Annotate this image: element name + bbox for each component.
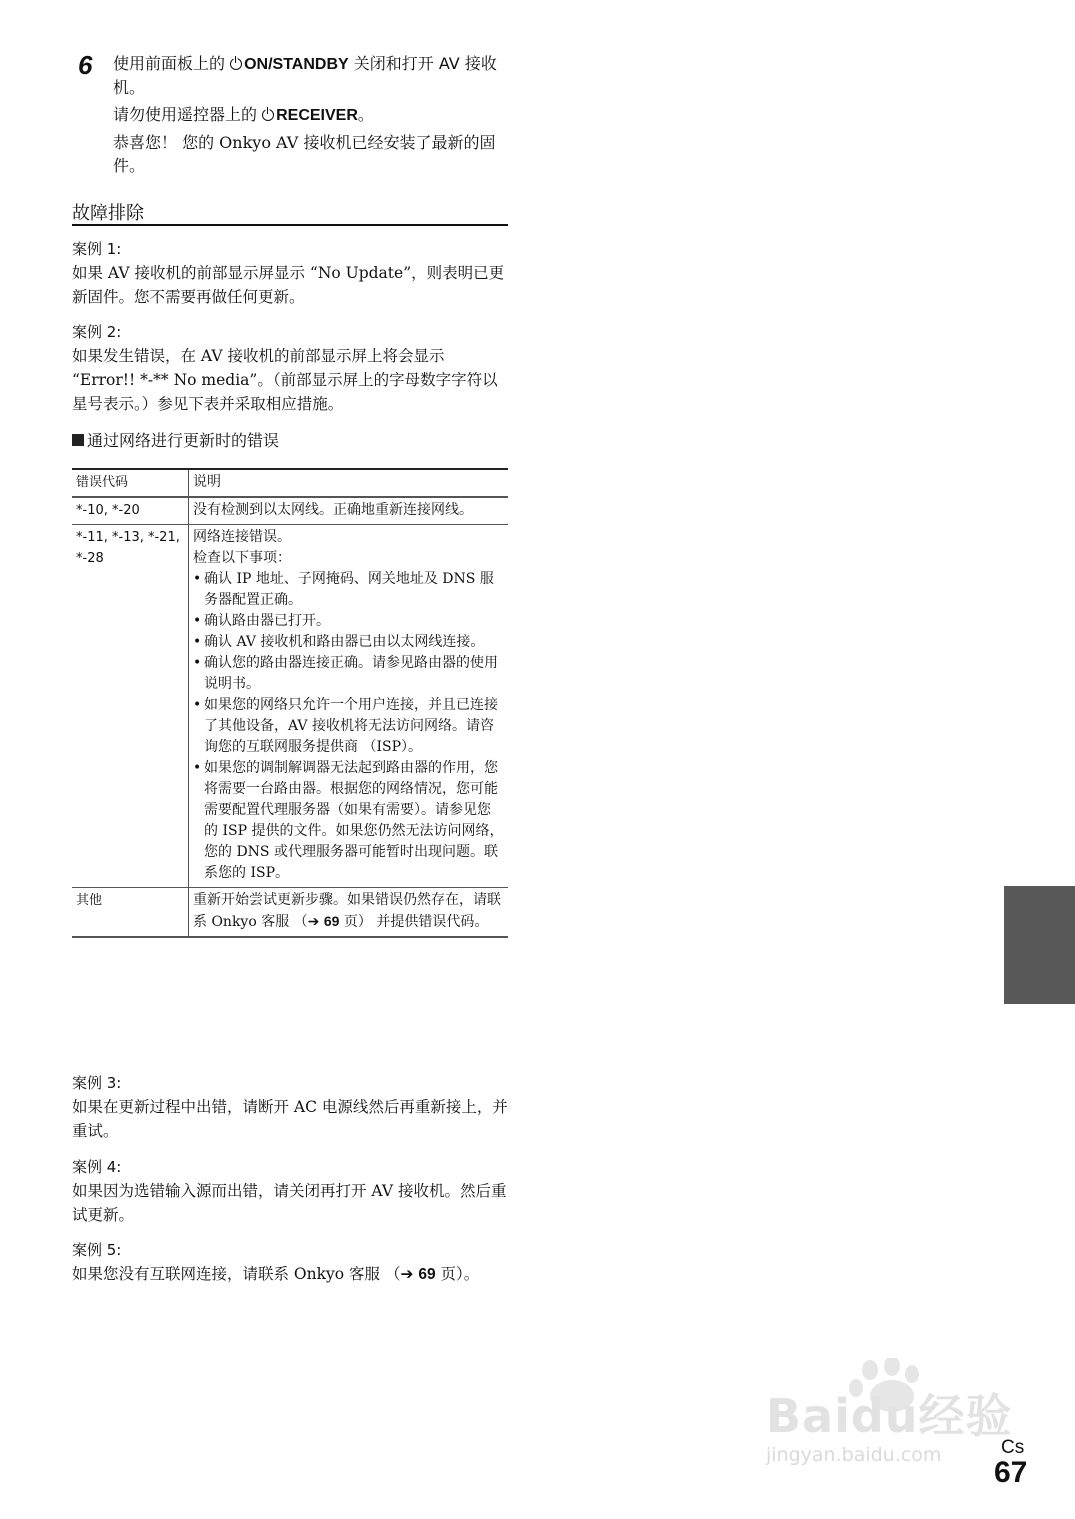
- case-5-label: 案例 5:: [72, 1241, 122, 1259]
- square-bullet-icon: [72, 434, 84, 446]
- case-5-text: [72, 1262, 512, 1287]
- step-6-line-2: [113, 103, 513, 127]
- table-header-code: 错误代码: [72, 469, 189, 497]
- error-desc-cell: [189, 525, 509, 888]
- case-2-text: 如果发生错误，在 AV 接收机的前部显示屏上将会显示 “Error!! *-** No media”。（前部显示屏上的字母数字字符以星号表示。）参见下表并采取相应措施。: [72, 347, 498, 413]
- network-errors-heading: [72, 428, 279, 451]
- step-6-line-2-prefix: 请勿使用遥控器上的: [113, 105, 263, 124]
- desc-suffix: 页） 并提供错误代码。: [339, 914, 489, 930]
- desc-check: 检查以下事项：: [193, 550, 291, 566]
- receiver-button-name: RECEIVER: [276, 107, 358, 124]
- case-4-label: 案例 4:: [72, 1158, 122, 1176]
- error-code-cell: *-10, *-20: [72, 497, 189, 525]
- case-2-label: 案例 2:: [72, 323, 122, 341]
- list-item: • 如果您的调制解调器无法起到路由器的作用，您将需要一台路由器。根据您的网络情况，您可能需要配置代理服务器（如果有需要）。请参见您的 ISP 提供的文件。如果您仍然无法访问网络，您的 DNS 或代理服务器可能暂时出现问题。联系您的 ISP。: [193, 758, 504, 884]
- case-5-text-prefix: 如果您没有互联网连接，请联系 Onkyo 客服 （➔: [72, 1265, 419, 1283]
- step-number: 6: [78, 50, 93, 80]
- case-3-label: 案例 3:: [72, 1074, 122, 1092]
- case-3-text: 如果在更新过程中出错，请断开 AC 电源线然后再重新接上，并重试。: [72, 1098, 508, 1140]
- language-code: Cs: [1001, 1437, 1025, 1458]
- watermark-text: Baidu经验: [766, 1389, 1013, 1443]
- error-desc-cell: [189, 888, 509, 938]
- watermark-url: jingyan.baidu.com: [766, 1444, 942, 1466]
- step-6-line-2-suffix: 。: [357, 105, 374, 124]
- error-desc-cell: 没有检测到以太网线。正确地重新连接网线。: [189, 497, 509, 525]
- list-item: • 确认路由器已打开。: [193, 611, 504, 632]
- section-rule: [72, 224, 508, 226]
- desc-prefix: 重新开始尝试更新步骤。如果错误仍然存在，请联系 Onkyo 客服 （➔: [193, 892, 501, 930]
- step-6-line-1-suffix: 关闭和打开 AV 接收机。: [113, 54, 497, 97]
- table-header-row: [72, 469, 508, 497]
- case-5-text-suffix: 页）。: [435, 1265, 480, 1283]
- table-row: [72, 888, 508, 938]
- error-code-cell: 其他: [72, 888, 189, 938]
- case-1-text: 如果 AV 接收机的前部显示屏显示 “No Update”，则表明已更新固件。您不需要再做任何更新。: [72, 264, 505, 306]
- page-number: 67: [994, 1456, 1028, 1489]
- page-ref: 69: [323, 913, 340, 929]
- list-item: • 如果您的网络只允许一个用户连接，并且已连接了其他设备，AV 接收机将无法访问网络。请咨询您的互联网服务提供商 （ISP）。: [193, 695, 504, 758]
- on-standby-button-name: ON/STANDBY: [244, 56, 349, 73]
- list-item: • 确认 AV 接收机和路由器已由以太网线连接。: [193, 632, 504, 653]
- list-item: • 确认 IP 地址、子网掩码、网关地址及 DNS 服务器配置正确。: [193, 569, 504, 611]
- list-item: • 确认您的路由器连接正确。请参见路由器的使用说明书。: [193, 653, 504, 695]
- step-6-line-1: [113, 52, 513, 99]
- power-icon: [262, 109, 274, 121]
- side-tab: [1004, 886, 1075, 1004]
- step-6-line-1-prefix: 使用前面板上的: [113, 54, 231, 73]
- step-6-body: [113, 52, 513, 181]
- table-row: [72, 497, 508, 525]
- desc-intro: 网络连接错误。: [193, 529, 291, 545]
- table-row: [72, 525, 508, 888]
- error-code-cell: *-11, *-13, *-21, *-28: [72, 525, 189, 888]
- table-header-desc: 说明: [189, 469, 509, 497]
- network-errors-heading-text: 通过网络进行更新时的错误: [87, 431, 280, 450]
- case-1-label: 案例 1:: [72, 240, 122, 258]
- section-title: 故障排除: [72, 203, 144, 224]
- case-4-text: 如果因为选错输入源而出错，请关闭再打开 AV 接收机。然后重试更新。: [72, 1182, 507, 1224]
- page-ref: 69: [418, 1266, 436, 1283]
- power-icon: [230, 58, 242, 70]
- error-table: [72, 468, 508, 938]
- check-list: [193, 569, 504, 884]
- step-6-line-3: 恭喜您！ 您的 Onkyo AV 接收机已经安装了最新的固件。: [113, 133, 496, 175]
